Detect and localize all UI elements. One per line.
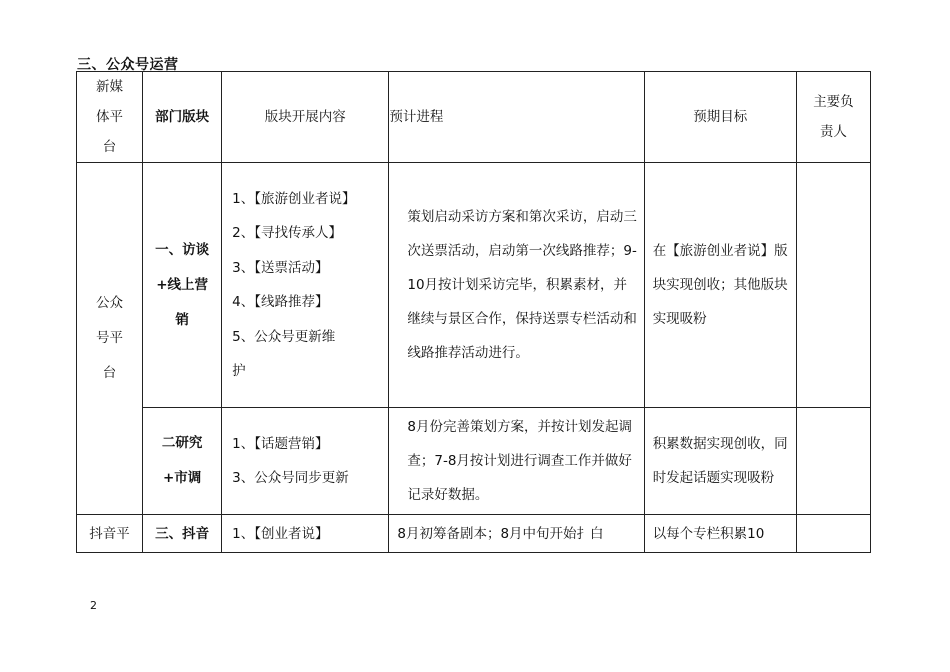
table-row [77, 408, 871, 515]
list-item: 1、【旅游创业者说】 [232, 190, 356, 207]
goal-cell: 在【旅游创业者说】版块实现创收；其他版块实现吸粉 [644, 163, 796, 408]
list-item: 2、【寻找传承人】 [232, 225, 343, 241]
progress-cell: 策划启动采访方案和第次采访，启动三次送票活动，启动第一次线路推荐；9-10月按计划采访完毕，积累素材，并继续与景区合作，保持送票专栏活动和线路推荐活动进行。 [389, 163, 644, 408]
owner-cell [796, 515, 870, 553]
table-header-row [77, 72, 871, 163]
operations-table [76, 71, 871, 553]
dept-cell: 一、访谈+线上营销 [143, 163, 222, 408]
header-platform: 新媒体平台 [77, 72, 143, 163]
owner-cell [796, 408, 870, 515]
progress-cell: 8月份完善策划方案，并按计划发起调查；7-8月按计划进行调查工作并做好记录好数据。 [389, 408, 644, 515]
list-item: 1、【话题营销】 [232, 435, 329, 452]
goal-cell: 以每个专栏积累10 [644, 515, 796, 553]
list-item: 4、【线路推荐】 [232, 294, 329, 310]
header-dept: 部门版块 [143, 72, 222, 163]
owner-cell [796, 163, 870, 408]
header-goal: 预期目标 [644, 72, 796, 163]
content-list [222, 163, 389, 408]
dept-cell: 二研究+市调 [143, 408, 222, 515]
table-row [77, 163, 871, 408]
header-content: 版块开展内容 [222, 72, 389, 163]
header-progress: 预计进程 [389, 72, 644, 163]
goal-cell: 积累数据实现创收，同时发起话题实现吸粉 [644, 408, 796, 515]
platform-cell: 抖音平 [77, 515, 143, 553]
dept-cell: 三、抖音 [143, 515, 222, 553]
list-item: 3、【送票活动】 [232, 259, 329, 276]
content-list [222, 515, 389, 553]
section-title: 三、公众号运营 [77, 57, 179, 73]
list-item: 1、【创业者说】 [232, 525, 329, 542]
content-list [222, 408, 389, 515]
list-item: 5、公众号更新维护 [232, 328, 336, 379]
page-number: 2 [90, 599, 97, 612]
platform-cell: 公众号平台 [77, 163, 143, 515]
list-item: 3、公众号同步更新 [232, 470, 349, 486]
header-owner: 主要负责人 [796, 72, 870, 163]
table-row [77, 515, 871, 553]
progress-cell: 8月初筹备剧本；8月中旬开始扌白 [389, 515, 644, 553]
